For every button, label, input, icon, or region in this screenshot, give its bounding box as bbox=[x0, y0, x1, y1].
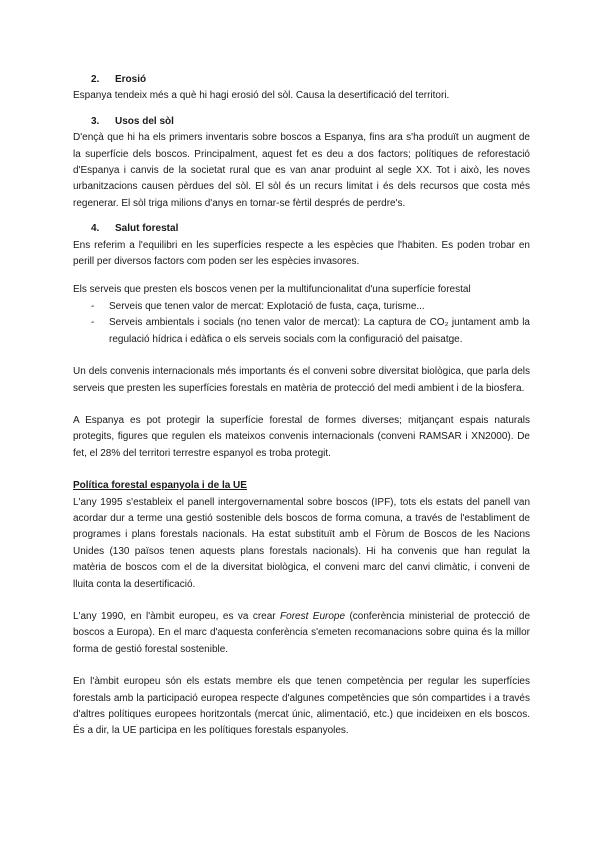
section-heading-usos bbox=[73, 114, 530, 130]
list-item-text: Serveis ambientals i socials (no tenen valor de mercat): La captura de CO₂ juntament amb la regulació hídrica i edàfica o els serveis socials com la configuració del paisatge. bbox=[109, 317, 530, 345]
section-paragraph-erosio: Espanya tendeix més a què hi hagi erosió del sòl. Causa la desertificació del territori. bbox=[73, 90, 450, 102]
section-title: Salut forestal bbox=[115, 223, 179, 235]
policy-title: Política forestal espanyola i de la UE bbox=[73, 480, 247, 492]
protection-paragraph: A Espanya es pot protegir la superfície forestal de formes diverses; mitjançant espais naturals protegits, figures que regulen els mateixos convenis internacionals (conveni RAMSAR i XN2000). De fet, el 28% del territori terrestre espanyol es troba protegit. bbox=[73, 414, 530, 459]
dash-bullet: - bbox=[91, 300, 95, 312]
policy-paragraph-1: L'any 1995 s'estableix el panell intergovernamental sobre boscos (IPF), tots els estats del panell van acordar dur a terme una gestió sostenible dels boscos de forma comuna, a través de l'establiment de programes i plans forestals nacionals. Ha estat substituït amb el Fòrum de Boscos de les Nacions Unides (130 països tenen aquests plans forestals nacionals). Hi ha convenis que han regulat la matèria de boscos com el de la diversitat biològica, el conveni marc del canvi climàtic, i conveni de lluita conta la desertificació. bbox=[73, 496, 530, 590]
text-run: (conferència ministerial de protecció de boscos a Europa). En el marc d'aquesta conferència s'emeten recomanacions sobre quina és la millor forma de gestió forestal sostenible. bbox=[73, 610, 531, 655]
list-item-text: Serveis que tenen valor de mercat: Explotació de fusta, caça, turisme... bbox=[109, 300, 425, 312]
dash-bullet: - bbox=[91, 317, 95, 329]
services-list bbox=[73, 299, 530, 348]
policy-paragraph-2 bbox=[73, 609, 530, 658]
policy-paragraph-3: En l'àmbit europeu són els estats membre els que tenen competència per regular les superfícies forestals amb la participació europea respecte d'algunes competències que són compartides i a través d'altres polítiques europees horitzontals (mercat únic, alimentació, etc.) que incideixen en els boscos. És a dir, la UE participa en les polítiques forestals espanyoles. bbox=[73, 676, 530, 737]
list-item bbox=[73, 299, 530, 315]
list-item bbox=[73, 315, 530, 348]
section-paragraph-usos: D'ençà que hi ha els primers inventaris sobre boscos a Espanya, fins ara s'ha produït un augment de la superfície dels boscos. Principalment, aquest fet es deu a dos factors; polítiques de reforestació d'Espanya i canvis de la societat rural que es van anar produint al segle XX. Tot i això, les noves urbanitzacions causen pèrdues del sòl. El sòl és un recurs limitat i és dels recursos que costa més regenerar. El sòl triga milions d'anys en tornar-se fèrtil després de perdre's. bbox=[73, 132, 530, 209]
section-number: 2. bbox=[91, 74, 100, 85]
section-title: Usos del sòl bbox=[115, 115, 174, 127]
section-number: 3. bbox=[91, 115, 100, 127]
document-page bbox=[73, 72, 530, 740]
services-intro: Els serveis que presten els boscos venen per la multifuncionalitat d'una superfície forestal bbox=[73, 284, 471, 296]
section-title: Erosió bbox=[115, 74, 147, 85]
conventions-paragraph: Un dels convenis internacionals més importants és el conveni sobre diversitat biològica, que parla dels serveis que presten les superfícies forestals en matèria de protecció del medi ambient i de la biosfera. bbox=[73, 366, 530, 394]
section-heading-salut bbox=[73, 221, 530, 237]
section-number: 4. bbox=[91, 223, 100, 235]
section-heading-erosio bbox=[73, 72, 530, 88]
text-run: L'any 1990, en l'àmbit europeu, es va crear bbox=[73, 610, 281, 622]
emphasis-forest-europe: Forest Europe bbox=[280, 610, 346, 622]
section-paragraph-salut: Ens referim a l'equilibri en les superfícies respecte a les espècies que l'habiten. Es poden trobar en perill per diversos factors com poden ser les espècies invasores. bbox=[73, 239, 530, 268]
